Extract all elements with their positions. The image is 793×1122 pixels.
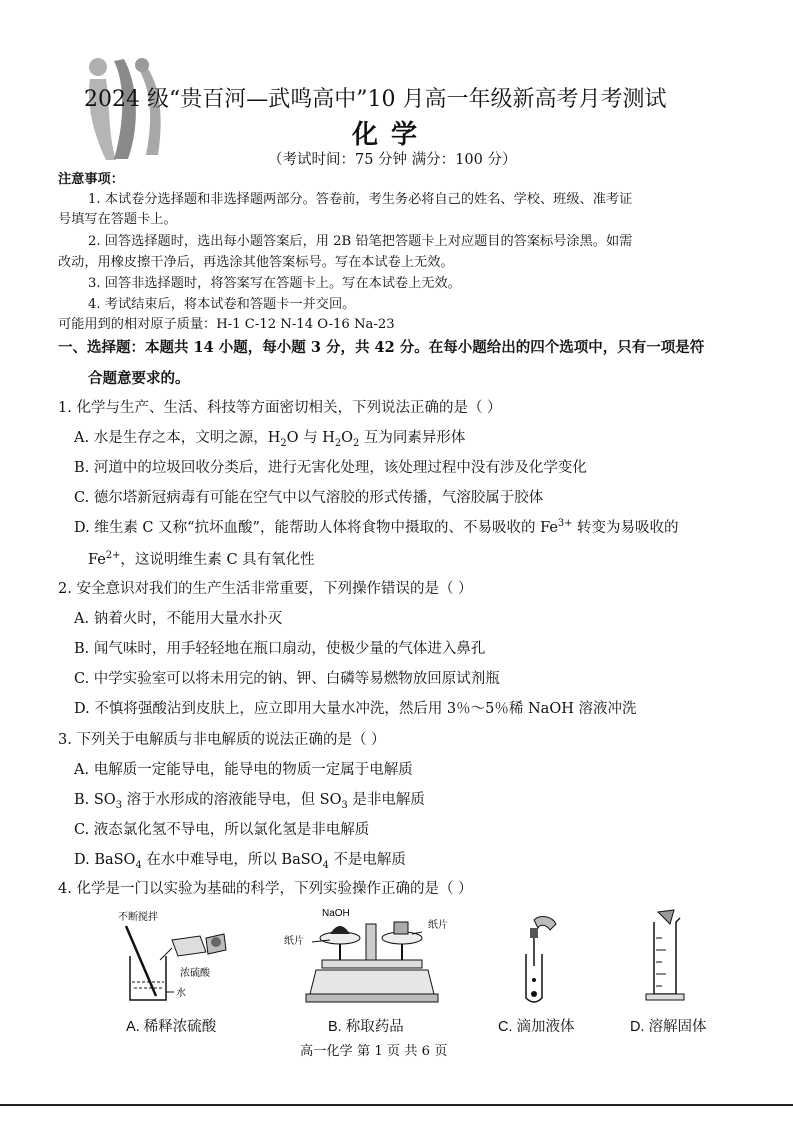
question-2-option-a: A. 钠着火时，不能用大量水扑灭 [74, 611, 283, 627]
question-1-option-b: B. 河道中的垃圾回收分类后，进行无害化处理，该处理过程中没有涉及化学变化 [74, 460, 587, 476]
question-2-option-b: B. 闻气味时，用手轻轻地在瓶口扇动，使极少量的气体进入鼻孔 [74, 641, 486, 657]
figure-d-caption: D. 溶解固体 [630, 1019, 707, 1035]
page-footer: 高一化学 第 1 页 共 6 页 [300, 1044, 448, 1059]
figure-b-label-paper-right: 纸片 [428, 920, 448, 931]
page-bottom-border [0, 1104, 793, 1106]
question-2-stem: 2. 安全意识对我们的生产生活非常重要，下列操作错误的是（ ） [58, 581, 473, 597]
figure-b-label-paper-left: 纸片 [284, 936, 304, 947]
exam-title: 2024 级“贵百河—武鸣高中”10 月高一年级新高考月考测试 [84, 87, 667, 112]
section-heading-cont: 合题意要求的。 [88, 370, 190, 387]
question-3-option-b: B. $SO_3$ 溶于水形成的溶液能导电，但 $SO_3$ 是非电解质 [74, 792, 425, 811]
note-item-2: 2. 回答选择题时，选出每小题答案后，用 2B 铅笔把答题卡上对应题目的答案标号涂黑。如需 [88, 234, 633, 249]
question-1-option-d-cont: $Fe^{2+}$，这说明维生素 C 具有氧化性 [88, 550, 315, 568]
note-item-1-cont: 号填写在答题卡上。 [58, 212, 177, 227]
question-3-option-d: D. BaSO$_4$ 在水中难导电，所以 BaSO$_4$ 不是电解质 [74, 852, 406, 871]
note-item-2-cont: 改动，用橡皮擦干净后，再选涂其他答案标号。写在本试卷上无效。 [58, 255, 454, 270]
atomic-masses: 可能用到的相对原子质量：H-1 C-12 N-14 O-16 Na-23 [58, 317, 395, 332]
figure-dropper [510, 914, 570, 1006]
figure-a-caption: A. 稀释浓硫酸 [126, 1019, 217, 1035]
question-3-option-c: C. 液态氯化氢不导电，所以氯化氢是非电解质 [74, 822, 370, 838]
question-2-option-c: C. 中学实验室可以将未用完的钠、钾、白磷等易燃物放回原试剂瓶 [74, 671, 500, 687]
figure-balance [282, 904, 462, 1008]
question-1-stem: 1. 化学与生产、生活、科技等方面密切相关，下列说法正确的是（ ） [58, 400, 502, 416]
question-1-option-a: A. 水是生存之本，文明之源，$H_2O$ 与 $H_2O_2$ 互为同素异形体 [74, 430, 466, 449]
exam-info: （考试时间：75 分钟 满分：100 分） [268, 152, 517, 168]
figure-a-label-water: 水 [176, 988, 186, 999]
section-heading: 一、选择题：本题共 14 小题，每小题 3 分，共 42 分。在每小题给出的四个选项中，只有一项是符 [58, 339, 705, 356]
note-item-1: 1. 本试卷分选择题和非选择题两部分。答卷前，考生务必将自己的姓名、学校、班级、准考证 [88, 192, 633, 207]
question-4-stem: 4. 化学是一门以实验为基础的科学，下列实验操作正确的是（ ） [58, 881, 473, 897]
figure-a-label-acid: 浓硫酸 [180, 968, 210, 979]
question-1-option-d: D. 维生素 C 又称“抗坏血酸”，能帮助人体将食物中摄取的、不易吸收的 $Fe^{3+}$ 转变为易吸收的 [74, 518, 679, 536]
figure-dilute-acid [112, 908, 232, 1008]
question-2-option-d: D. 不慎将强酸沾到皮肤上，应立即用大量水冲洗，然后用 3％～5％稀 NaOH 溶液冲洗 [74, 701, 637, 717]
figure-b-label-naoh: NaOH [322, 908, 350, 919]
subject-title: 化 学 [352, 120, 420, 150]
question-3-option-a: A. 电解质一定能导电，能导电的物质一定属于电解质 [74, 762, 413, 778]
note-item-4: 4. 考试结束后，将本试卷和答题卡一并交回。 [88, 297, 356, 312]
figure-b-caption: B. 称取药品 [328, 1019, 404, 1035]
figure-c-caption: C. 滴加液体 [498, 1019, 575, 1035]
notes-heading: 注意事项： [58, 172, 124, 187]
question-3-stem: 3. 下列关于电解质与非电解质的说法正确的是（ ） [58, 732, 386, 748]
figure-a-label-stir: 不断搅拌 [118, 912, 158, 923]
question-1-option-c: C. 德尔塔新冠病毒有可能在空气中以气溶胶的形式传播，气溶胶属于胶体 [74, 490, 544, 506]
figure-cylinder [640, 908, 700, 1004]
note-item-3: 3. 回答非选择题时，将答案写在答题卡上。写在本试卷上无效。 [88, 276, 461, 291]
